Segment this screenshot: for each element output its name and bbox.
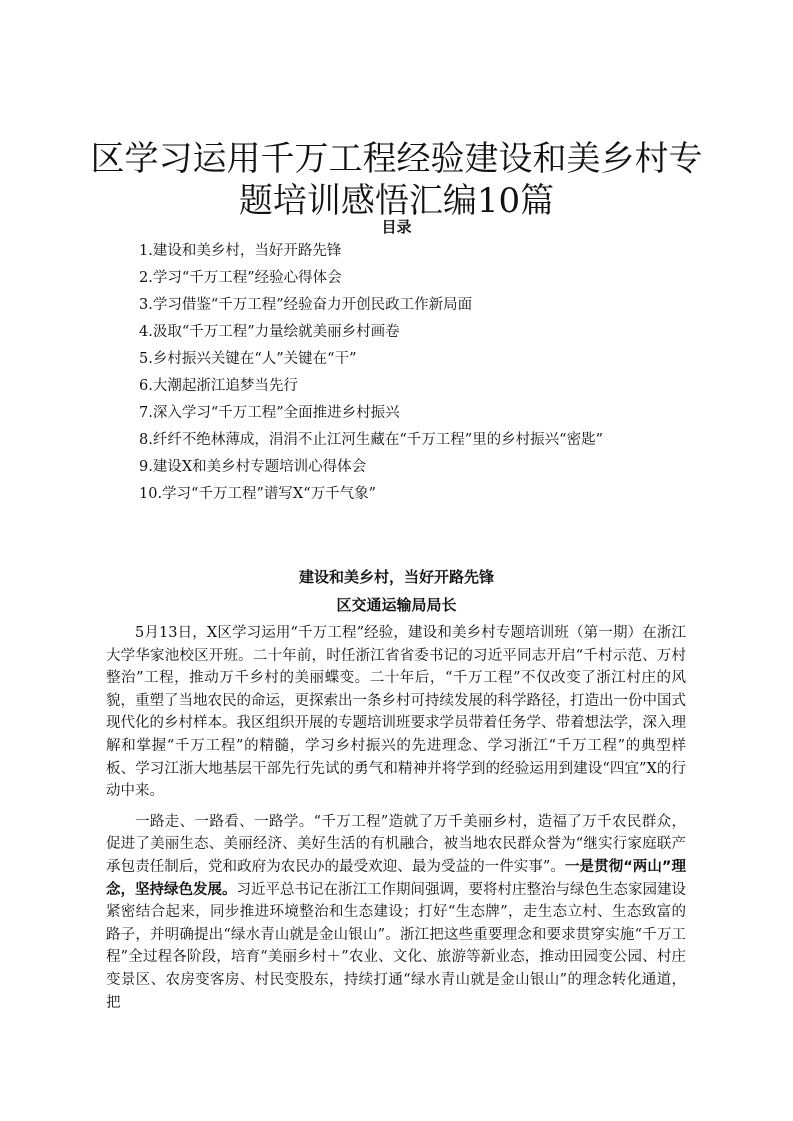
paragraph-text: 一路走、一路看、一路学。“千万工程”造就了万千美丽乡村，造福了万千农民群众，促进了美丽生态、美丽经济、美好生活的有机融合，被当地农民群众誉为“继实行家庭联产承包责任制后，党和政府为农民办的最受欢迎、最为受益的一件实事”。	[106, 813, 686, 875]
article-author: 区交通运输局局长	[336, 596, 457, 614]
bold-point: 一是贯彻“两山”理念，坚持绿色发展。	[106, 858, 686, 898]
paragraph-text: 习近平总书记在浙江工作期间强调，要将村庄整治与绿色生态家园建设紧密结合起来，同步推进环境整治和生态建设；打好“生态牌”，走生态立村、生态致富的路子，并明确提出“绿水青山就是金山银山”。浙江把这些重要理念和要求贯穿实施“千万工程”全过程各阶段，培育“美丽乡村＋”农业、文化、旅游等新业态，推动田园变公园、村庄变景区、农房变客房、村民变股东，持续打通“绿水青山就是金山银山”的理念转化通道，把	[106, 881, 686, 1011]
toc-item: 6.大潮起浙江追梦当先行	[139, 378, 298, 394]
document-title: 区学习运用千万工程经验建设和美乡村专题培训感悟汇编10篇	[90, 139, 703, 221]
article-title: 建设和美乡村，当好开路先锋	[298, 568, 494, 586]
table-of-contents	[106, 240, 686, 510]
toc-item: 7.深入学习“千万工程”全面推进乡村振兴	[139, 405, 400, 421]
toc-item: 2.学习“千万工程”经验心得体会	[139, 270, 342, 286]
toc-item: 8.纤纤不绝林薄成，涓涓不止江河生藏在“千万工程”里的乡村振兴“密匙”	[139, 432, 603, 448]
toc-item: 3.学习借鉴“千万工程”经验奋力开创民政工作新局面	[139, 297, 473, 313]
toc-item: 9.建设X和美乡村专题培训心得体会	[139, 459, 367, 475]
toc-item: 5.乡村振兴关键在“人”关键在“干”	[139, 351, 357, 367]
toc-item: 10.学习“千万工程”谱写X“万千气象”	[139, 486, 377, 502]
toc-heading: 目录	[381, 218, 412, 236]
article-body	[106, 622, 686, 1022]
toc-item: 4.汲取“千万工程”力量绘就美丽乡村画卷	[139, 324, 400, 340]
toc-item: 1.建设和美乡村，当好开路先锋	[139, 243, 342, 259]
paragraph	[106, 811, 686, 1014]
paragraph: 5月13日，X区学习运用“千万工程”经验，建设和美乡村专题培训班（第一期）在浙江大学华家池校区开班。二十年前，时任浙江省省委书记的习近平同志开启“千村示范、万村整治”工程，推动万千乡村的美丽蝶变。二十年后，“千万工程”不仅改变了浙江村庄的风貌，重塑了当地农民的命运，更探索出一条乡村可持续发展的科学路径，打造出一份中国式现代化的乡村样本。我区组织开展的专题培训班要求学员带着任务学、带着想法学，深入理解和掌握“千万工程”的精髓，学习乡村振兴的先进理念、学习浙江“千万工程”的典型样板、学习江浙大地基层干部先行先试的勇气和精神并将学到的经验运用到建设“四宜”X的行动中来。	[106, 625, 686, 800]
